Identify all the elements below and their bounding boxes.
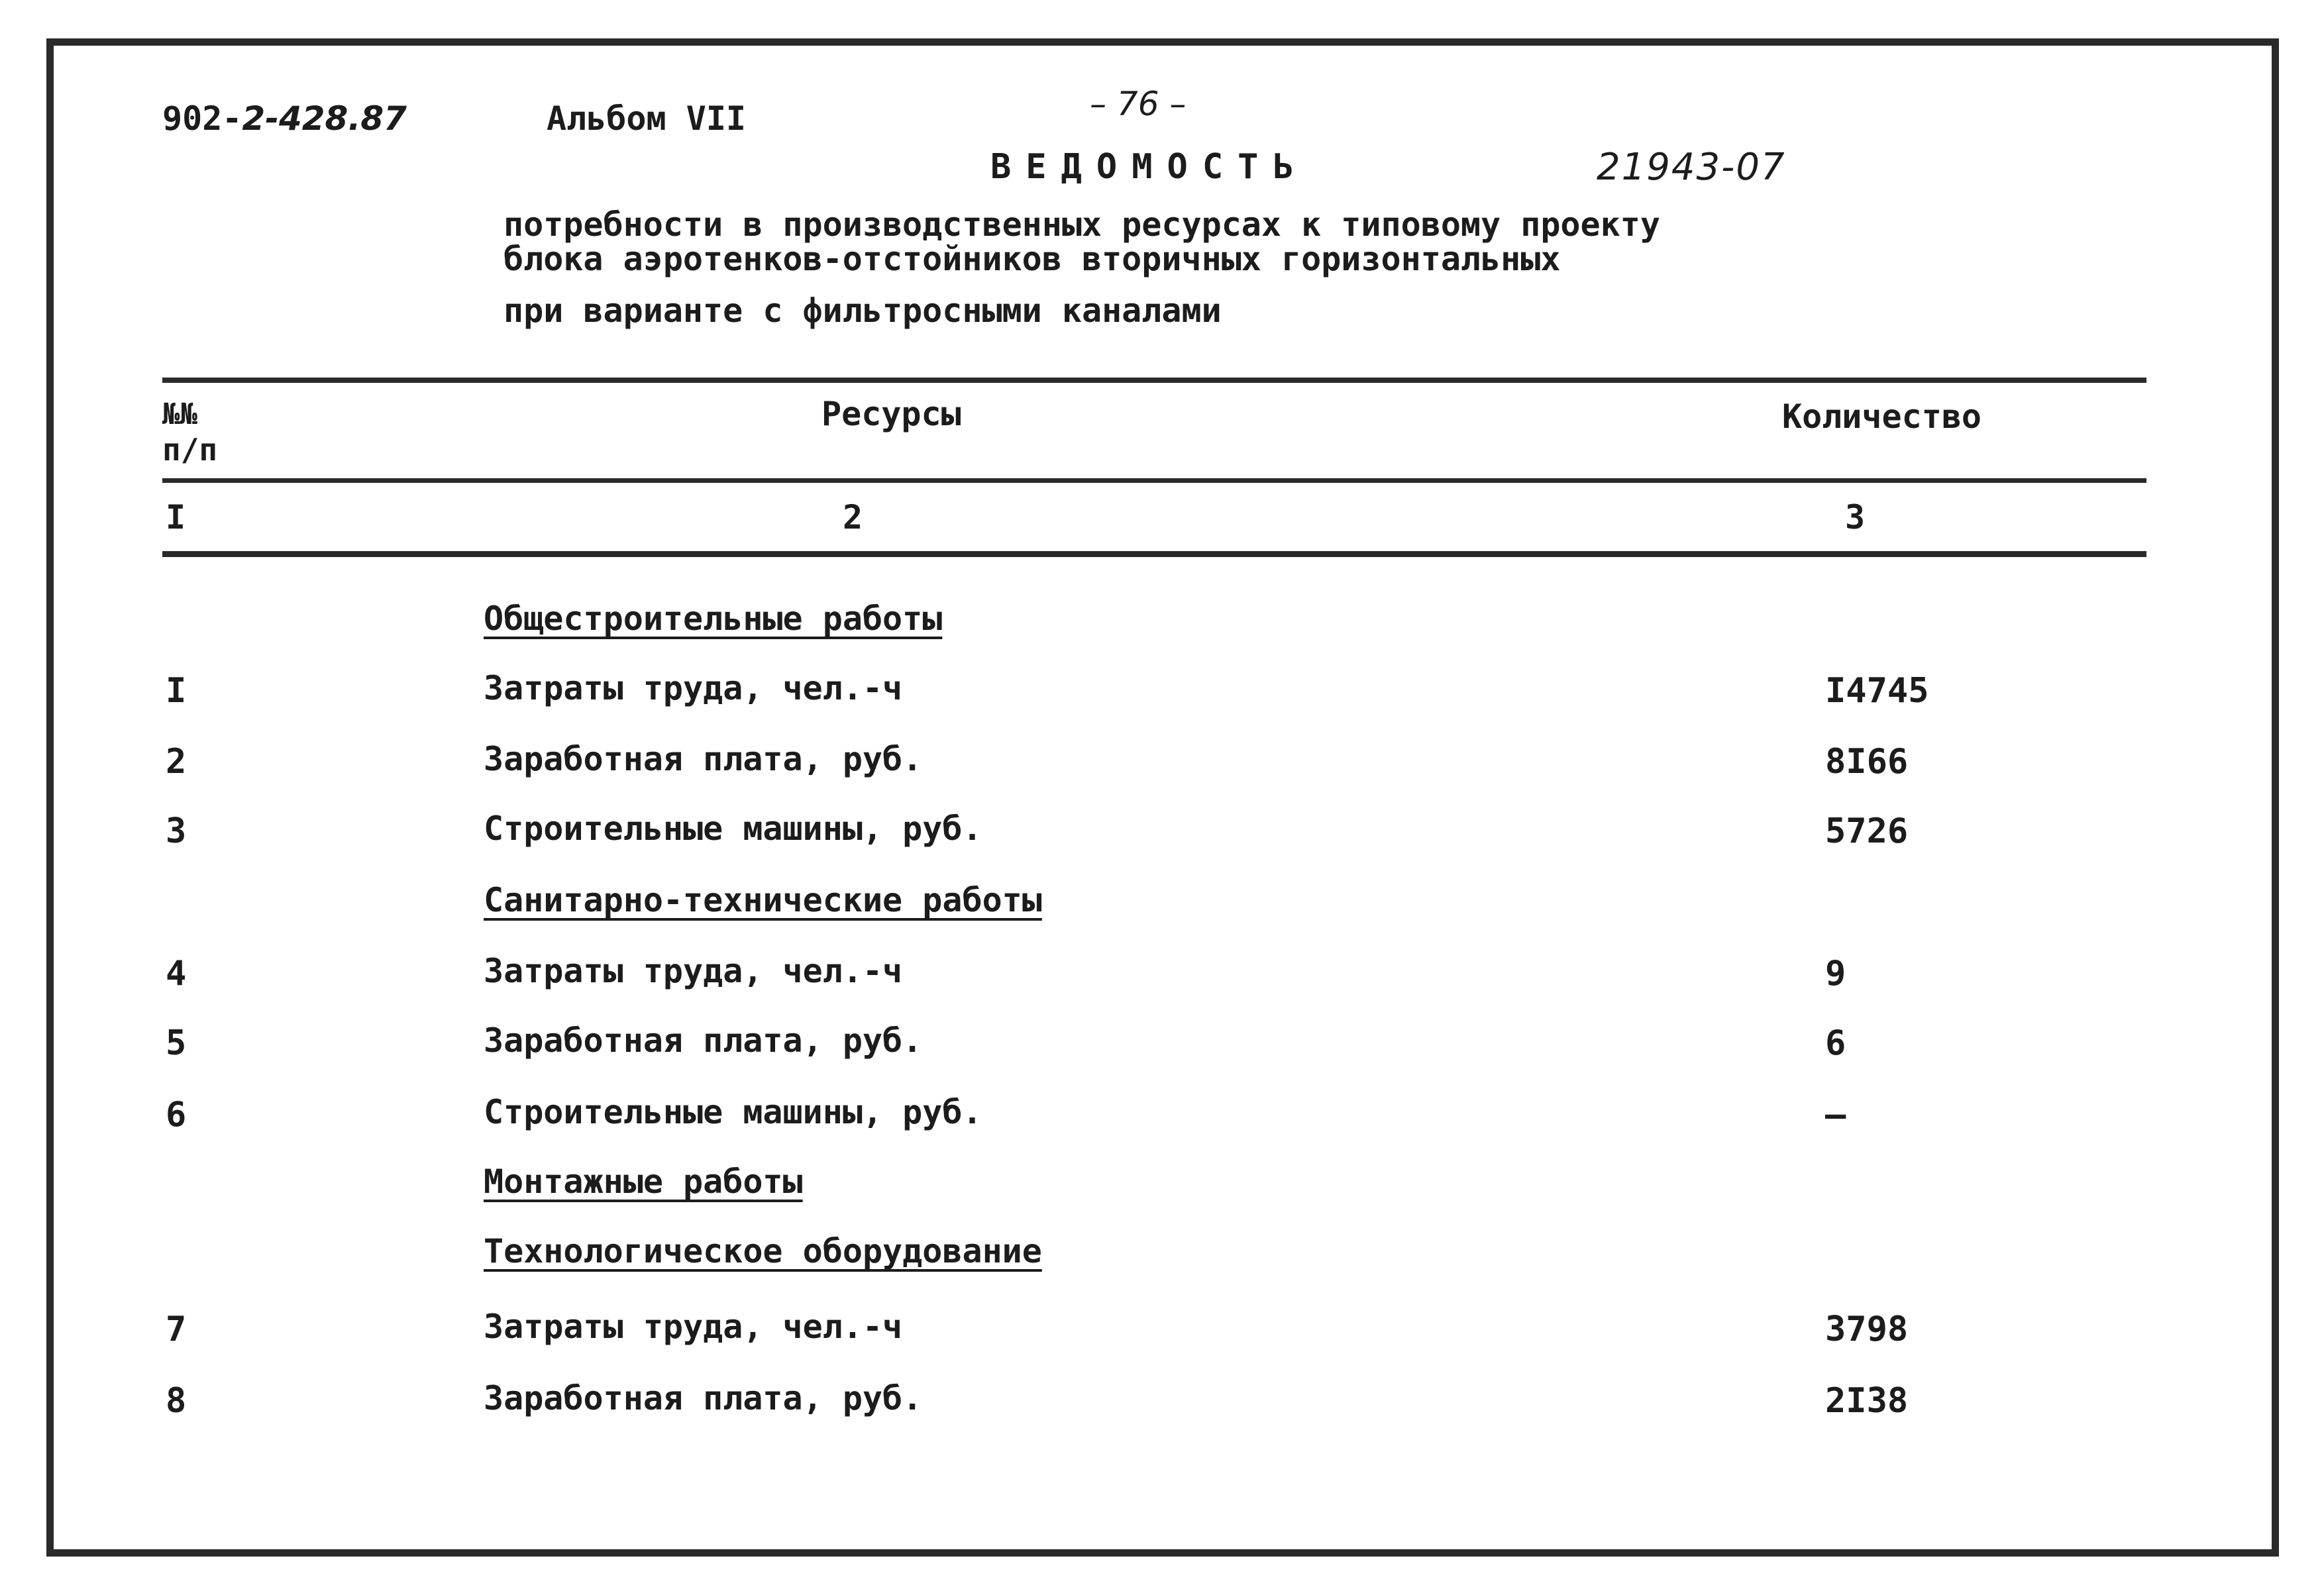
column-index-3: 3 <box>1845 498 1866 537</box>
row-resource: Заработная плата, руб. <box>484 1379 923 1417</box>
row-number: 7 <box>166 1309 187 1349</box>
subtitle-line: блока аэротенков-отстойников вторичных горизонтальных <box>503 240 1561 278</box>
column-header-quantity: Количество <box>1782 397 1982 436</box>
row-number: 2 <box>166 742 187 782</box>
row-quantity: 5726 <box>1825 811 1909 851</box>
section-title: Санитарно-технические работы <box>484 881 1042 919</box>
registration-number: 21943-07 <box>1597 146 1786 189</box>
row-number: 5 <box>166 1023 187 1063</box>
row-quantity: 9 <box>1825 954 1846 994</box>
document-code-handwritten: 2-428.87 <box>242 99 407 138</box>
table-rule-middle <box>162 478 2146 483</box>
row-number: 8 <box>166 1381 187 1421</box>
document-code <box>162 99 407 138</box>
column-header-number-sub: п/п <box>162 432 218 468</box>
row-quantity: 3798 <box>1825 1309 1909 1349</box>
row-resource: Затраты труда, чел.-ч <box>484 952 903 990</box>
column-index-1: I <box>166 498 186 537</box>
table-rule-top <box>162 378 2146 383</box>
column-index-2: 2 <box>843 498 863 537</box>
album-label: Альбом VII <box>547 99 747 138</box>
row-resource: Затраты труда, чел.-ч <box>484 1308 903 1346</box>
row-quantity: – <box>1825 1095 1846 1135</box>
document-code-print: 902- <box>162 99 242 138</box>
row-resource: Строительные машины, руб. <box>484 1093 982 1131</box>
row-number: 6 <box>166 1095 187 1135</box>
section-title: Общестроительные работы <box>484 599 943 638</box>
row-resource: Строительные машины, руб. <box>484 809 982 848</box>
row-resource: Заработная плата, руб. <box>484 740 923 778</box>
row-resource: Заработная плата, руб. <box>484 1021 923 1060</box>
page-number: – 76 – <box>1090 85 1187 123</box>
row-quantity: 8I66 <box>1825 742 1909 782</box>
row-quantity: 6 <box>1825 1023 1846 1063</box>
section-title: Технологическое оборудование <box>484 1232 1042 1270</box>
row-resource: Затраты труда, чел.-ч <box>484 669 903 707</box>
subtitle-line: потребности в производственных ресурсах к типовому проекту <box>503 205 1660 244</box>
row-number: 4 <box>166 954 187 994</box>
subtitle-line: при варианте с фильтросными каналами <box>503 291 1222 330</box>
row-number: I <box>166 671 187 711</box>
row-quantity: 2I38 <box>1825 1381 1909 1421</box>
document-title: ВЕДОМОСТЬ <box>990 147 1308 187</box>
column-header-number: №№ <box>162 397 197 431</box>
row-number: 3 <box>166 811 187 851</box>
table-rule-bottom <box>162 551 2146 557</box>
section-title: Монтажные работы <box>484 1162 803 1201</box>
row-quantity: I4745 <box>1825 671 1929 711</box>
column-header-resources: Ресурсы <box>821 395 961 433</box>
